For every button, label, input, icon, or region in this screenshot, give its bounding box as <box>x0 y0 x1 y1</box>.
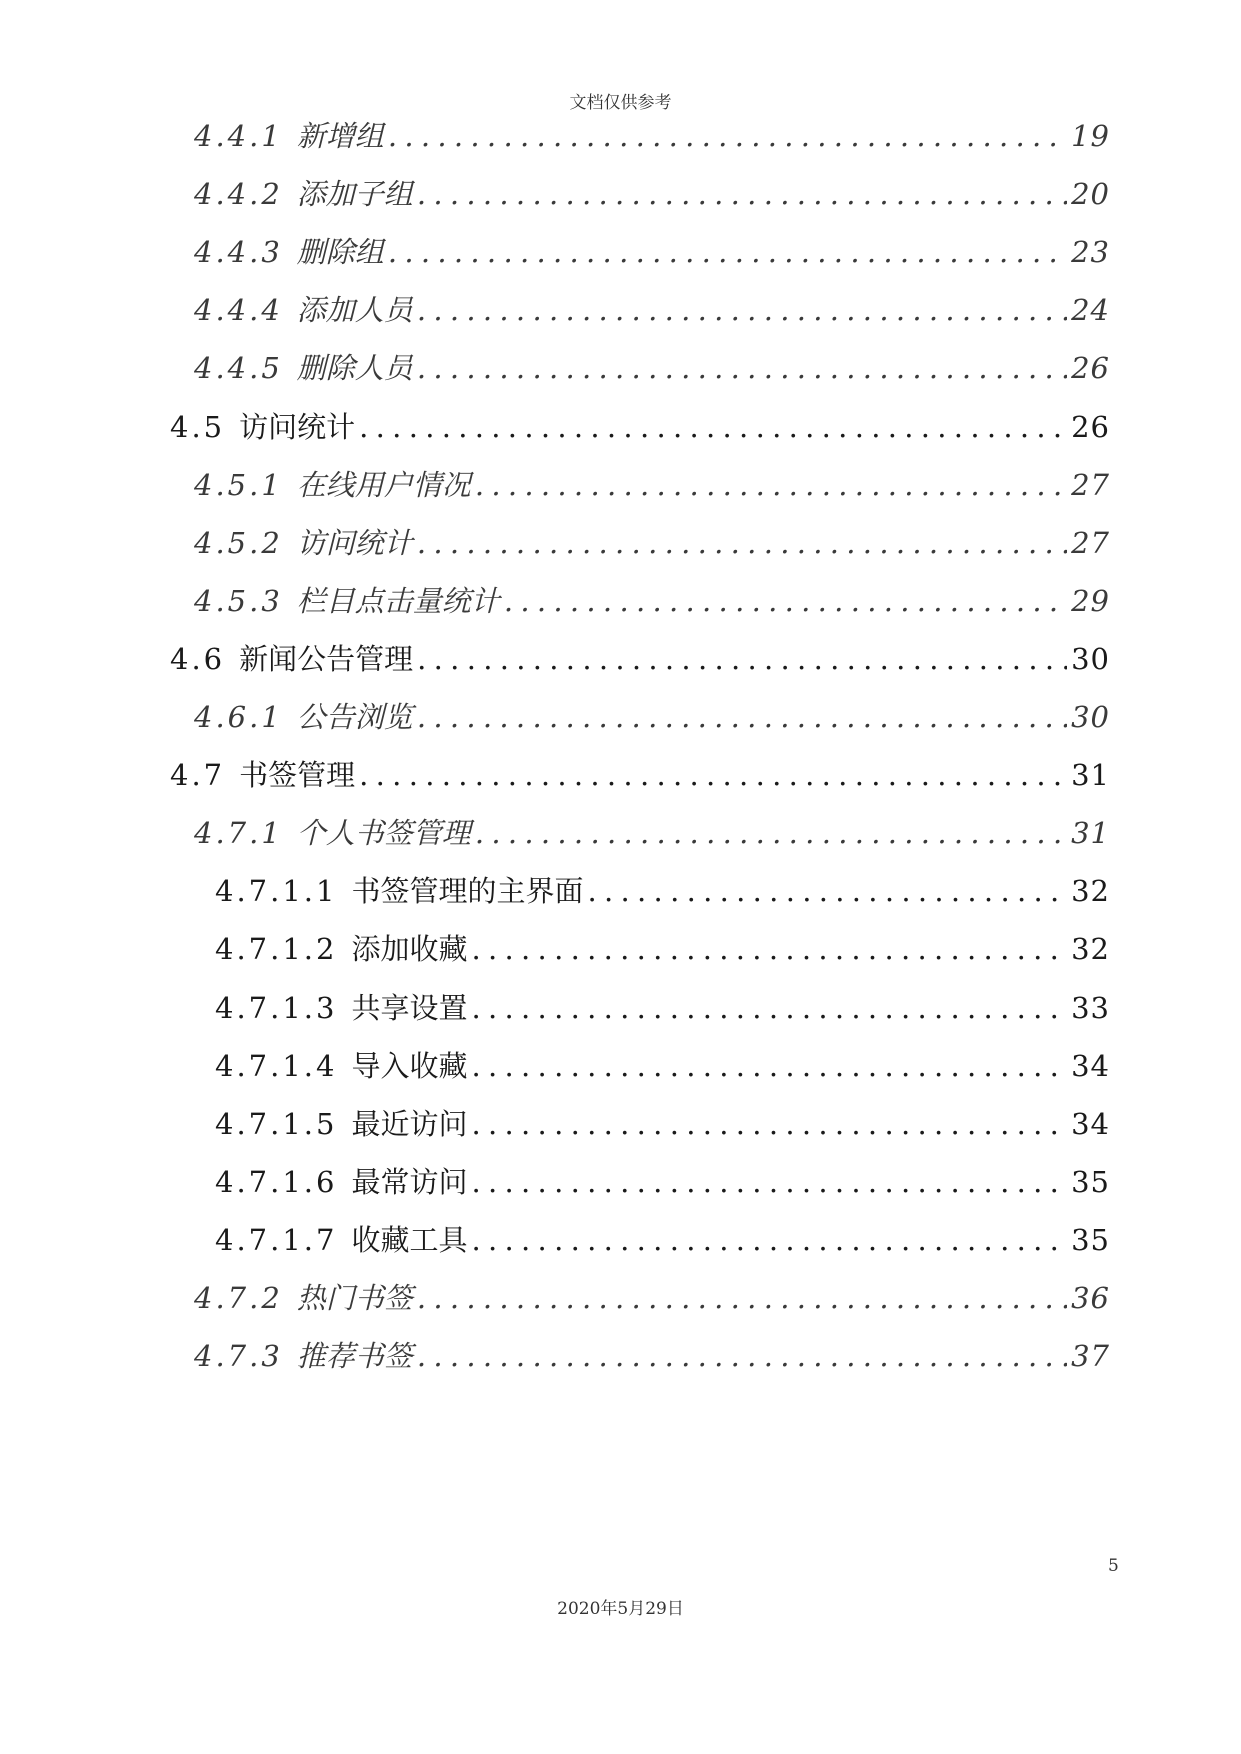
toc-entry[interactable] <box>170 753 1110 797</box>
page-number: 5 <box>1108 1556 1119 1576</box>
toc-entry-number: 4.7.1.3 <box>215 990 338 1025</box>
toc-entry-number: 4.7.3 <box>194 1339 283 1374</box>
page-header: 文档仅供参考 <box>569 93 672 113</box>
toc-entry-number: 4.5.2 <box>194 525 283 560</box>
toc-entry-title: 新闻公告管理 <box>239 641 414 676</box>
toc-entry-number: 4.7 <box>170 758 226 793</box>
toc-entry-number: 4.7.1 <box>194 816 283 851</box>
toc-entry-page: 35 <box>1071 1164 1110 1199</box>
toc-entry-title: 个人书签管理 <box>296 816 471 851</box>
toc-entry-title: 最常访问 <box>351 1164 468 1199</box>
toc-entry-page: 19 <box>1071 119 1110 153</box>
toc-dot-leader <box>471 1102 1067 1146</box>
toc-dot-leader <box>471 1218 1067 1262</box>
toc-entry-number: 4.7.1.2 <box>215 932 338 967</box>
toc-dot-leader <box>359 405 1067 449</box>
toc-entry-title: 新增组 <box>296 119 384 153</box>
toc-entry[interactable] <box>194 230 1110 274</box>
toc-entry-title: 书签管理的主界面 <box>351 874 584 909</box>
toc-entry-number: 4.4.3 <box>194 235 283 270</box>
toc-entry-title: 栏目点击量统计 <box>296 583 500 618</box>
toc-entry[interactable] <box>194 114 1110 158</box>
toc-entry-title: 添加收藏 <box>351 932 468 967</box>
toc-dot-leader <box>417 521 1067 565</box>
toc-entry-title: 添加人员 <box>296 293 413 328</box>
toc-entry-page: 34 <box>1071 1106 1110 1141</box>
toc-entry-title: 访问统计 <box>239 409 356 444</box>
toc-entry-page: 29 <box>1071 583 1110 618</box>
toc-entry[interactable] <box>215 986 1110 1030</box>
toc-entry[interactable] <box>215 1044 1110 1088</box>
toc-entry-number: 4.7.1.4 <box>215 1048 338 1083</box>
toc-entry-title: 共享设置 <box>351 990 468 1025</box>
toc-entry-page: 33 <box>1071 990 1110 1025</box>
toc-entry-title: 公告浏览 <box>296 700 413 734</box>
toc-entry[interactable] <box>215 1102 1110 1146</box>
toc-entry[interactable] <box>215 869 1110 913</box>
page-footer-date: 2020年5月29日 <box>557 1599 684 1619</box>
toc-dot-leader <box>471 986 1067 1030</box>
toc-entry-number: 4.4.1 <box>194 119 283 153</box>
toc-entry[interactable] <box>170 405 1110 449</box>
toc-entry-title: 热门书签 <box>296 1281 413 1315</box>
toc-dot-leader <box>388 114 1067 158</box>
toc-entry-number: 4.4.2 <box>194 177 283 212</box>
toc-entry-page: 34 <box>1071 1048 1110 1083</box>
toc-entry[interactable] <box>170 637 1110 681</box>
toc-entry-title: 导入收藏 <box>351 1048 468 1083</box>
toc-entry-page: 35 <box>1071 1222 1110 1257</box>
toc-entry[interactable] <box>194 346 1110 390</box>
toc-entry-number: 4.6.1 <box>194 700 283 734</box>
toc-entry-page: 23 <box>1071 235 1110 270</box>
toc-dot-leader <box>359 753 1067 797</box>
toc-entry[interactable] <box>194 695 1110 739</box>
toc-dot-leader <box>504 579 1067 623</box>
toc-dot-leader <box>587 869 1067 913</box>
toc-entry-number: 4.7.2 <box>194 1281 283 1315</box>
toc-entry-page: 27 <box>1071 467 1110 502</box>
toc-entry-page: 26 <box>1071 409 1110 444</box>
toc-dot-leader <box>417 637 1067 681</box>
toc-dot-leader <box>417 346 1067 390</box>
toc-dot-leader <box>417 172 1067 216</box>
toc-entry-number: 4.7.1.5 <box>215 1106 338 1141</box>
toc-entry[interactable] <box>194 288 1110 332</box>
toc-entry-title: 收藏工具 <box>351 1222 468 1257</box>
toc-entry-title: 在线用户情况 <box>296 467 471 502</box>
toc-entry-number: 4.4.4 <box>194 293 283 328</box>
toc-entry-number: 4.6 <box>170 641 226 676</box>
toc-dot-leader <box>471 927 1067 971</box>
toc-entry-page: 30 <box>1071 700 1110 734</box>
toc-dot-leader <box>388 230 1067 274</box>
toc-entry-page: 30 <box>1071 641 1110 676</box>
toc-entry-page: 31 <box>1071 816 1110 851</box>
toc-entry-page: 32 <box>1071 932 1110 967</box>
toc-entry-page: 36 <box>1071 1281 1110 1315</box>
toc-dot-leader <box>417 288 1067 332</box>
toc-dot-leader <box>417 695 1067 739</box>
toc-entry-title: 推荐书签 <box>296 1339 413 1374</box>
toc-dot-leader <box>471 1160 1067 1204</box>
toc-dot-leader <box>417 1276 1067 1320</box>
toc-entry-page: 24 <box>1071 293 1110 328</box>
toc-entry-number: 4.5 <box>170 409 226 444</box>
toc-entry[interactable] <box>194 579 1110 623</box>
toc-dot-leader <box>475 463 1067 507</box>
toc-entry[interactable] <box>215 927 1110 971</box>
toc-entry-title: 访问统计 <box>296 525 413 560</box>
toc-entry-page: 20 <box>1071 177 1110 212</box>
toc-entry-number: 4.4.5 <box>194 351 283 386</box>
toc-dot-leader <box>475 811 1067 855</box>
toc-entry[interactable] <box>194 172 1110 216</box>
toc-entry-page: 37 <box>1071 1339 1110 1374</box>
toc-entry[interactable] <box>194 1276 1110 1320</box>
toc-entry-title: 删除组 <box>296 235 384 270</box>
toc-entry[interactable] <box>194 1334 1110 1378</box>
toc-entry[interactable] <box>194 463 1110 507</box>
toc-entry[interactable] <box>194 521 1110 565</box>
toc-dot-leader <box>417 1334 1067 1378</box>
toc-entry-number: 4.7.1.7 <box>215 1222 338 1257</box>
toc-entry-number: 4.7.1.1 <box>215 874 338 909</box>
toc-entry[interactable] <box>215 1218 1110 1262</box>
toc-dot-leader <box>471 1044 1067 1088</box>
toc-entry[interactable] <box>215 1160 1110 1204</box>
toc-entry-number: 4.5.1 <box>194 467 283 502</box>
toc-entry-number: 4.5.3 <box>194 583 283 618</box>
toc-entry[interactable] <box>194 811 1110 855</box>
toc-entry-title: 删除人员 <box>296 351 413 386</box>
toc-entry-title: 最近访问 <box>351 1106 468 1141</box>
toc-entry-page: 26 <box>1071 351 1110 386</box>
toc-entry-number: 4.7.1.6 <box>215 1164 338 1199</box>
toc-entry-title: 书签管理 <box>239 758 356 793</box>
toc-entry-page: 27 <box>1071 525 1110 560</box>
toc-entry-page: 31 <box>1071 758 1110 793</box>
toc-entry-title: 添加子组 <box>296 177 413 212</box>
toc-entry-page: 32 <box>1071 874 1110 909</box>
